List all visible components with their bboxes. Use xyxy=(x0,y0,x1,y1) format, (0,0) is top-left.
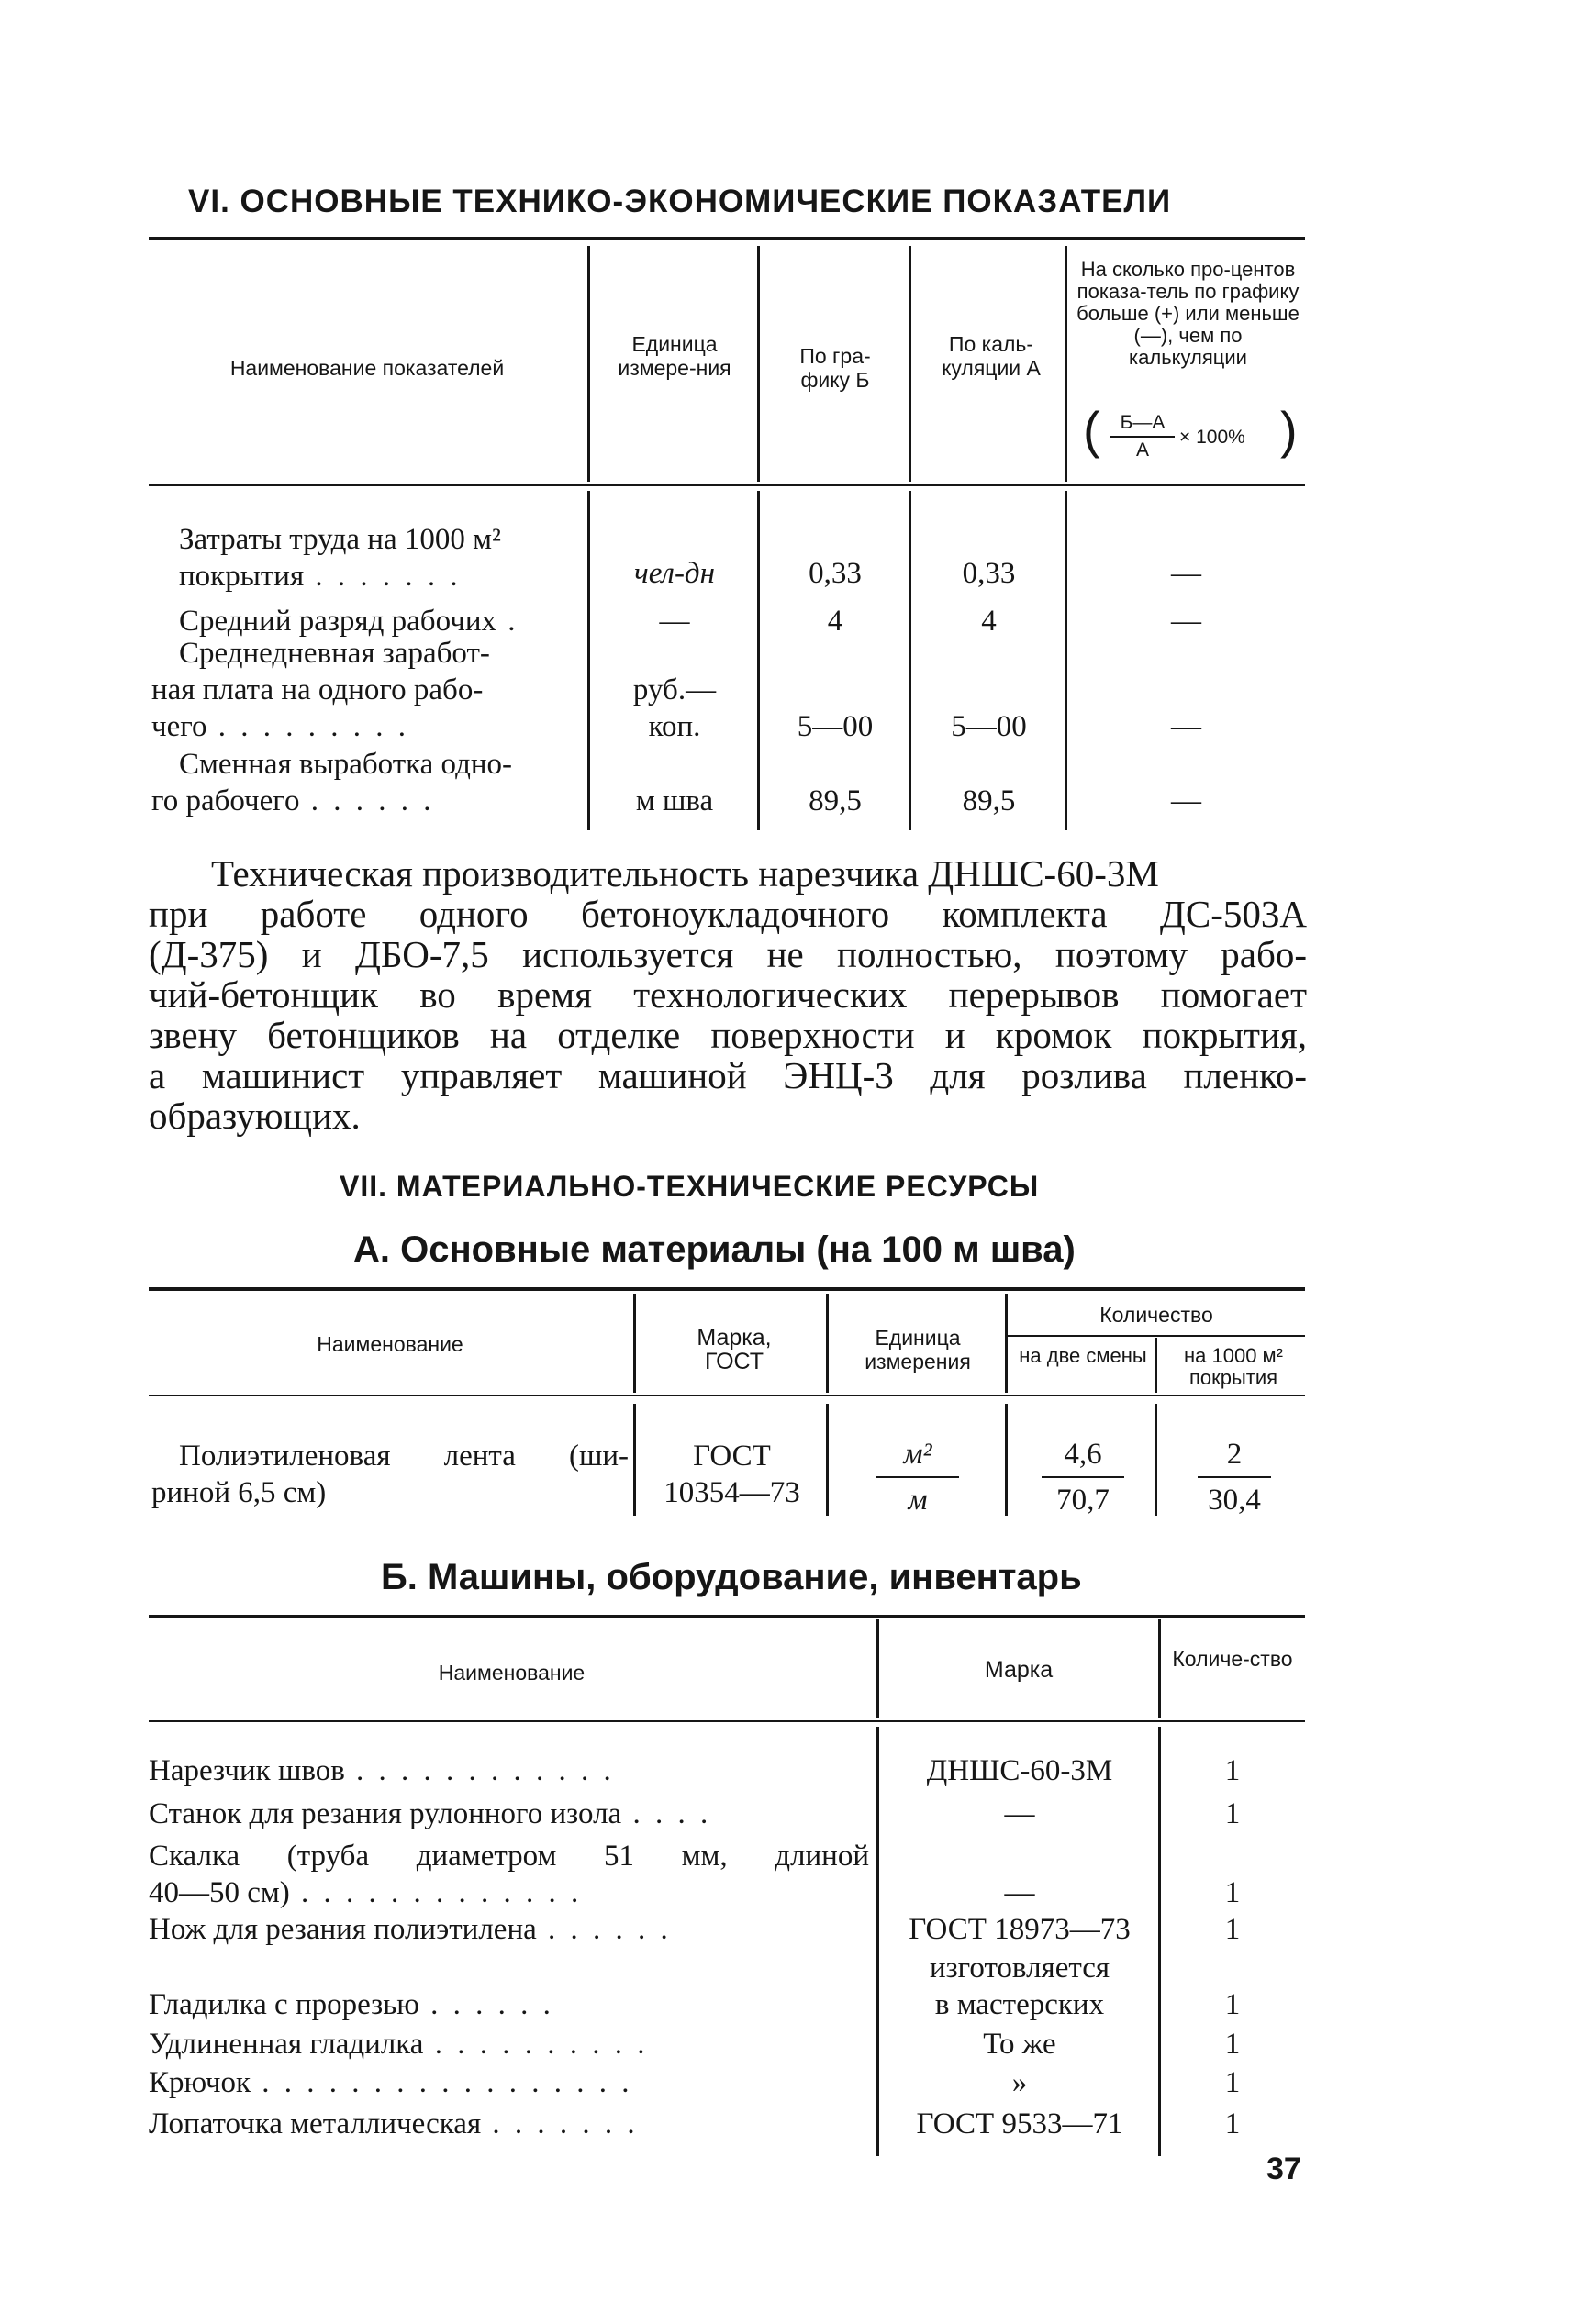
table2-top-rule xyxy=(149,1287,1305,1291)
formula-numerator: Б—А xyxy=(1120,412,1166,433)
paragraph-line: образующих. xyxy=(149,1095,361,1137)
table2-divider xyxy=(826,1404,829,1516)
row-labor-b: 0,33 xyxy=(809,557,862,590)
row-wage-unit: руб.— коп. xyxy=(632,673,717,743)
equipment-row-qty: 1 xyxy=(1224,2028,1241,2061)
equipment-row-mark: ДНШС-60-3М xyxy=(926,1754,1113,1787)
table3-header-mark: Марка xyxy=(984,1657,1054,1683)
table2-header-rule xyxy=(149,1395,1305,1396)
table1-divider xyxy=(757,246,760,482)
paragraph-line: чий-бетонщик во время технологических перерывов помогает xyxy=(149,973,1307,1016)
equipment-row-qty: 1 xyxy=(1224,1797,1241,1830)
paragraph-line: а машинист управляет машиной ЭНЦ-3 для розлива пленко- xyxy=(149,1054,1307,1096)
row-grade-name: Средний разряд рабочих . xyxy=(179,605,519,638)
equipment-row-name: Гладилка с прорезью . . . . . . xyxy=(149,1988,554,2021)
material-qty-1000: 2 30,4 xyxy=(1179,1436,1289,1518)
section6-title: VI. ОСНОВНЫЕ ТЕХНИКО-ЭКОНОМИЧЕСКИЕ ПОКАЗАТЕЛИ xyxy=(188,183,1172,219)
equipment-row-name: Нарезчик швов . . . . . . . . . . . . xyxy=(149,1754,615,1787)
equipment-row-mark: То же xyxy=(983,2028,1056,2061)
table2-divider xyxy=(1005,1404,1008,1516)
equipment-row-mark: — xyxy=(1004,1876,1035,1909)
table1-header-percent: На сколько про-центов показа-тель по графику больше (+) или меньше (—), чем по калькуляции xyxy=(1076,258,1300,369)
paragraph-line: звену бетонщиков на отделке поверхности и кромок покрытия, xyxy=(149,1014,1307,1056)
equipment-row-name: Станок для резания рулонного изола . . . . xyxy=(149,1797,712,1830)
row-output-unit: м шва xyxy=(635,784,714,817)
table2-divider xyxy=(826,1294,829,1393)
table2-header-name: Наименование xyxy=(317,1332,463,1356)
equipment-row-name: Нож для резания полиэтилена . . . . . . xyxy=(149,1913,672,1946)
row-grade-unit: — xyxy=(659,605,690,638)
table3-header-name: Наименование xyxy=(438,1661,586,1685)
row-grade-pct: — xyxy=(1171,605,1201,638)
equipment-row-mark: ГОСТ 18973—73 xyxy=(909,1913,1131,1946)
table2-header-qty-two: на две смены xyxy=(1019,1344,1147,1367)
row-output-a: 89,5 xyxy=(962,784,1016,817)
equipment-row-name: Крючок . . . . . . . . . . . . . . . . . xyxy=(149,2066,633,2099)
section7-title: VII. МАТЕРИАЛЬНО-ТЕХНИЧЕСКИЕ РЕСУРСЫ xyxy=(340,1170,1040,1203)
material-mark: ГОСТ 10354—73 xyxy=(664,1440,800,1509)
row-output-pct: — xyxy=(1171,784,1201,817)
paragraph-line: (Д-375) и ДБО-7,5 используется не полностью, поэтому рабо- xyxy=(149,933,1307,975)
material-qty-two-shifts: 4,6 70,7 xyxy=(1028,1436,1138,1518)
equipment-row-qty: 1 xyxy=(1224,1876,1241,1909)
table1-header-name: Наименование показателей xyxy=(229,356,505,380)
row-wage-b: 5—00 xyxy=(797,710,874,743)
equipment-row-mark: изготовляется в мастерских xyxy=(929,1951,1110,2021)
material-unit: м² м xyxy=(863,1436,973,1518)
table1-divider xyxy=(757,491,760,830)
row-wage-pct: — xyxy=(1171,710,1201,743)
page-number: 37 xyxy=(1266,2152,1301,2186)
table1-divider xyxy=(1065,246,1067,482)
row-output-b: 89,5 xyxy=(809,784,862,817)
paragraph-line: Техническая производительность нарезчика ДНШС-60-3М xyxy=(211,852,1159,895)
table1-divider xyxy=(1065,491,1067,830)
table3-header-rule xyxy=(149,1720,1305,1722)
paragraph-line: при работе одного бетоноукладочного комплекта ДС-503А xyxy=(149,893,1307,935)
table1-top-rule xyxy=(149,237,1305,240)
row-wage-name: Среднедневная заработ- ная плата на одного рабо- чего . . . . . . . . . xyxy=(151,637,490,743)
table3-divider xyxy=(1158,1727,1161,2156)
table3-divider xyxy=(1158,1619,1161,1718)
table1-divider xyxy=(909,491,911,830)
table3-divider xyxy=(876,1727,879,2156)
row-labor-name: Затраты труда на 1000 м² покрытия . . . . . . . xyxy=(179,523,501,593)
table1-divider xyxy=(909,246,911,482)
table3-header-qty: Количе-ство xyxy=(1172,1647,1293,1671)
table1-divider xyxy=(587,246,590,482)
row-output-name: Сменная выработка одно- го рабочего . . . . . . xyxy=(151,748,513,817)
equipment-row-qty: 1 xyxy=(1224,2107,1241,2141)
row-labor-unit: чел-дн xyxy=(633,557,715,590)
formula-denominator: А xyxy=(1135,439,1149,461)
percent-formula: ( Б—А А × 100% ) xyxy=(1083,401,1298,461)
row-labor-a: 0,33 xyxy=(962,557,1016,590)
subsection-b-title: Б. Машины, оборудование, инвентарь xyxy=(381,1557,1082,1597)
table2-divider xyxy=(1155,1338,1157,1393)
equipment-row-qty: 1 xyxy=(1224,1754,1241,1787)
table2-divider xyxy=(1155,1404,1157,1516)
table1-header-unit: Единица измере-ния xyxy=(618,332,731,380)
table1-header-calc-a: По каль-куляции А xyxy=(942,332,1041,380)
body-paragraph xyxy=(149,853,1307,1136)
material-name: Полиэтиленовая лента (ши- риной 6,5 см) xyxy=(151,1440,629,1509)
table2-divider xyxy=(1005,1294,1008,1393)
equipment-row-name: Лопаточка металлическая . . . . . . . xyxy=(149,2107,639,2141)
table2-header-unit: Единица измерения xyxy=(865,1326,971,1373)
table2-header-mark: Марка, ГОСТ xyxy=(697,1325,772,1374)
table2-header-qty: Количество xyxy=(1099,1303,1213,1327)
equipment-row-name: Скалка (труба диаметром 51 мм, длиной 40—50 см) . . . . . . . . . . . . . xyxy=(149,1840,869,1909)
table2-divider xyxy=(633,1404,636,1516)
table1-header-plan-b: По гра-фику Б xyxy=(799,344,871,392)
equipment-row-mark: — xyxy=(1004,1797,1035,1830)
row-grade-a: 4 xyxy=(981,605,997,638)
table2-header-qty-1000: на 1000 м² покрытия xyxy=(1183,1344,1283,1389)
formula-tail: × 100% xyxy=(1179,427,1245,448)
table3-divider xyxy=(876,1619,879,1718)
table2-divider xyxy=(633,1294,636,1393)
row-grade-b: 4 xyxy=(827,605,843,638)
equipment-row-name: Удлиненная гладилка . . . . . . . . . . xyxy=(149,2028,649,2061)
equipment-row-qty: 1 xyxy=(1224,1913,1241,1946)
table1-header-rule xyxy=(149,484,1305,486)
row-labor-pct: — xyxy=(1171,557,1201,590)
equipment-row-mark: ГОСТ 9533—71 xyxy=(916,2107,1123,2141)
table1-divider xyxy=(587,491,590,830)
row-wage-a: 5—00 xyxy=(951,710,1027,743)
table2-qty-rule xyxy=(1008,1335,1305,1337)
equipment-row-qty: 1 xyxy=(1224,2066,1241,2099)
subsection-a-title: А. Основные материалы (на 100 м шва) xyxy=(353,1229,1076,1270)
equipment-row-mark: » xyxy=(1011,2066,1028,2099)
equipment-row-qty: 1 xyxy=(1224,1988,1241,2021)
table3-top-rule xyxy=(149,1615,1305,1618)
